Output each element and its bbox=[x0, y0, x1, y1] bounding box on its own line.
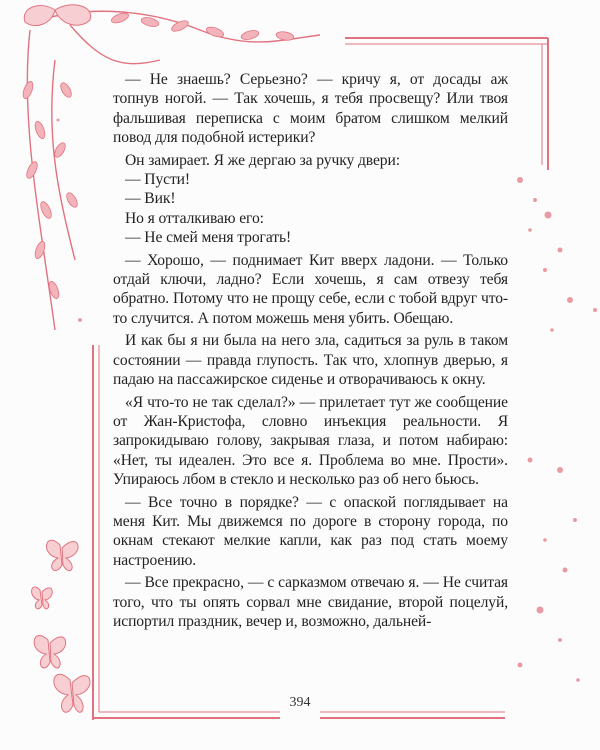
paragraph: — Не смей меня трогать! bbox=[125, 229, 292, 247]
body-text bbox=[113, 70, 508, 634]
paragraph: — Не знаешь? Серьезно? — кричу я, от досады аж топнув ногой. — Так хочешь, я тебя просвещу? Или твоя фальшивая переписка с моим братом слишком мелкий повод для подобной истерики? bbox=[113, 71, 508, 147]
paragraph: «Я что-то не так сделал?» — прилетает тут же сообщение от Жан-Кристофа, словно инъекция реальности. Я запрокидываю голову, закрывая глаза, и потом набираю: «Нет, ты идеален. Это все я. Проблема во мне. Прости». Упираюсь лбом в стекло и несколько раз об него бьюсь. bbox=[113, 393, 508, 489]
paragraph: — Пусти! bbox=[125, 171, 191, 189]
bow-ribbon bbox=[24, 5, 90, 26]
paragraph: И как бы я ни была на него зла, садиться за руль в таком состоянии — правда глупость. Так что, хлопнув дверью, я падаю на пассажирское сиденье и отворачиваюсь к окну. bbox=[113, 332, 508, 389]
butterfly-ornament bbox=[32, 540, 90, 712]
paragraph: — Все прекрасно, — с сарказмом отвечаю я. — Не считая того, что ты опять сорвал мне свидание, второй поцелуй, испортил праздник, вечер и, возможно, дальней- bbox=[113, 574, 508, 630]
paragraph: — Вик! bbox=[125, 190, 176, 208]
page-number: 394 bbox=[289, 695, 311, 710]
paragraph: Но я отталкиваю его: bbox=[125, 209, 264, 227]
paragraph: — Хорошо, — поднимает Кит вверх ладони. — Только отдай ключи, ладно? Если хочешь, я сам отвезу тебя обратно. Потому что не прощу себе, если с тобой вдруг что-то случится. А потом можешь меня убить. Обещаю. bbox=[113, 251, 508, 327]
paragraph: Он замирает. Я же дергаю за ручку двери: bbox=[125, 151, 400, 169]
paragraph: — Все точно в порядке? — с опаской поглядывает на меня Кит. Мы движемся по дороге в сторону города, по окнам стекают мелкие капли, как раз под стать моему настроению. bbox=[113, 493, 508, 569]
